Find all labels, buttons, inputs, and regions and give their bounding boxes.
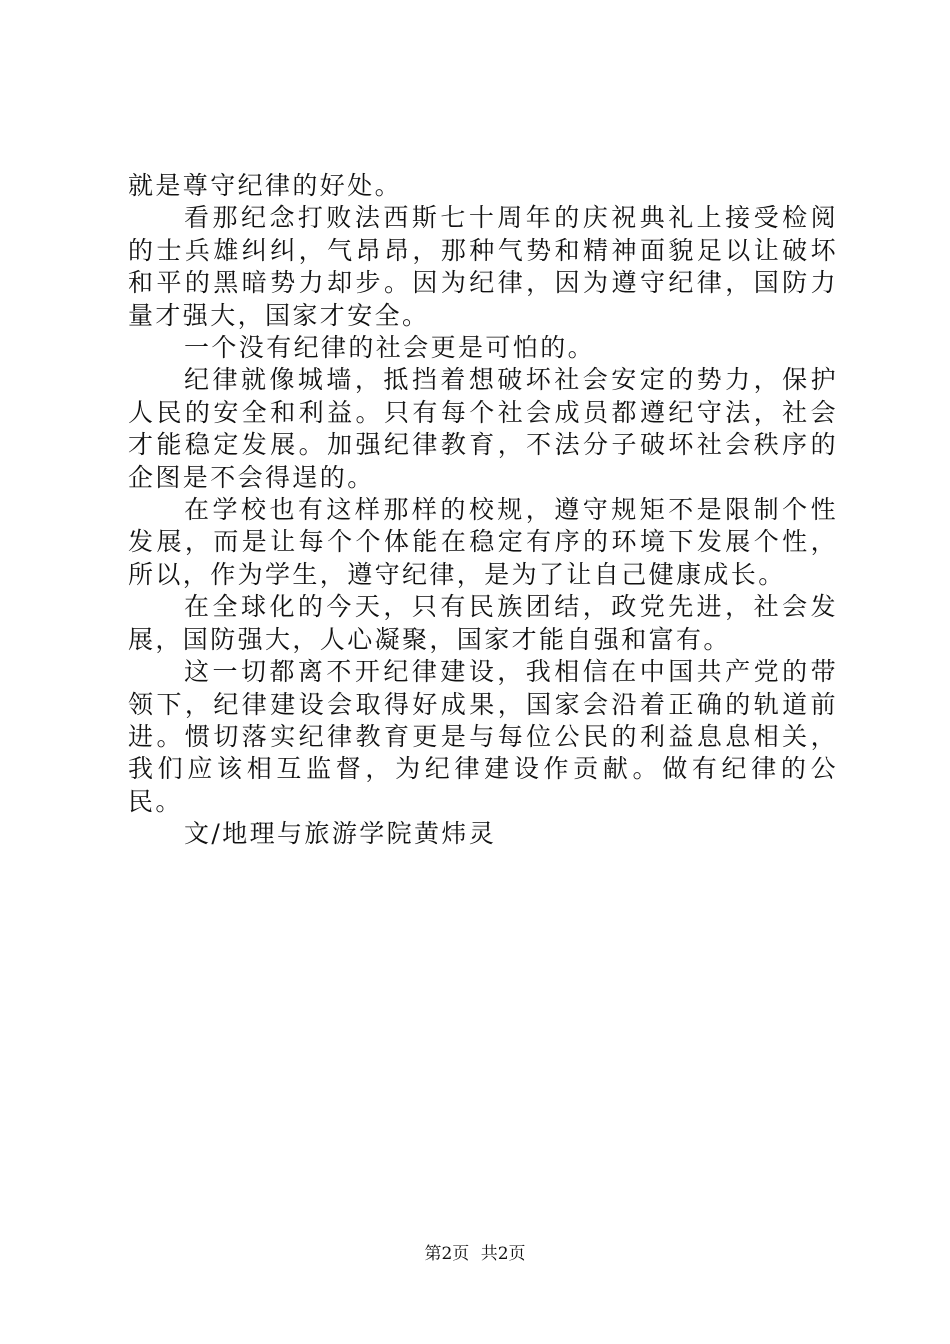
page-number: 第2页 (424, 1244, 470, 1264)
paragraph-4: 纪律就像城墙，抵挡着想破坏社会安定的势力，保护人民的安全和利益。只有每个社会成员都遵纪守法，社会才能稳定发展。加强纪律教育，不法分子破坏社会秩序的企图是不会得逞的。 (128, 365, 838, 492)
page-total: 共2页 (480, 1244, 526, 1264)
paragraph-1: 就是尊守纪律的好处。 (128, 171, 403, 200)
page-footer (0, 1242, 950, 1266)
paragraph-2: 看那纪念打败法西斯七十周年的庆祝典礼上接受检阅的士兵雄纠纠，气昂昂，那种气势和精神面貌足以让破坏和平的黑暗势力却步。因为纪律，因为遵守纪律，国防力量才强大，国家才安全。 (128, 203, 838, 330)
paragraph-7: 这一切都离不开纪律建设，我相信在中国共产党的带领下，纪律建设会取得好成果，国家会沿着正确的轨道前进。惯切落实纪律教育更是与每位公民的利益息息相关，我们应该相互监督，为纪律建设作贡献。做有纪律的公民。 (128, 657, 838, 816)
paragraph-6: 在全球化的今天，只有民族团结，政党先进，社会发展，国防强大，人心凝聚，国家才能自强和富有。 (128, 592, 838, 654)
paragraph-5: 在学校也有这样那样的校规，遵守规矩不是限制个性发展，而是让每个个体能在稳定有序的环境下发展个性，所以，作为学生，遵守纪律，是为了让自己健康成长。 (128, 495, 838, 589)
paragraph-3: 一个没有纪律的社会更是可怕的。 (184, 333, 596, 363)
author-line: 文/地理与旅游学院黄炜灵 (184, 819, 497, 849)
document-body (128, 170, 838, 851)
